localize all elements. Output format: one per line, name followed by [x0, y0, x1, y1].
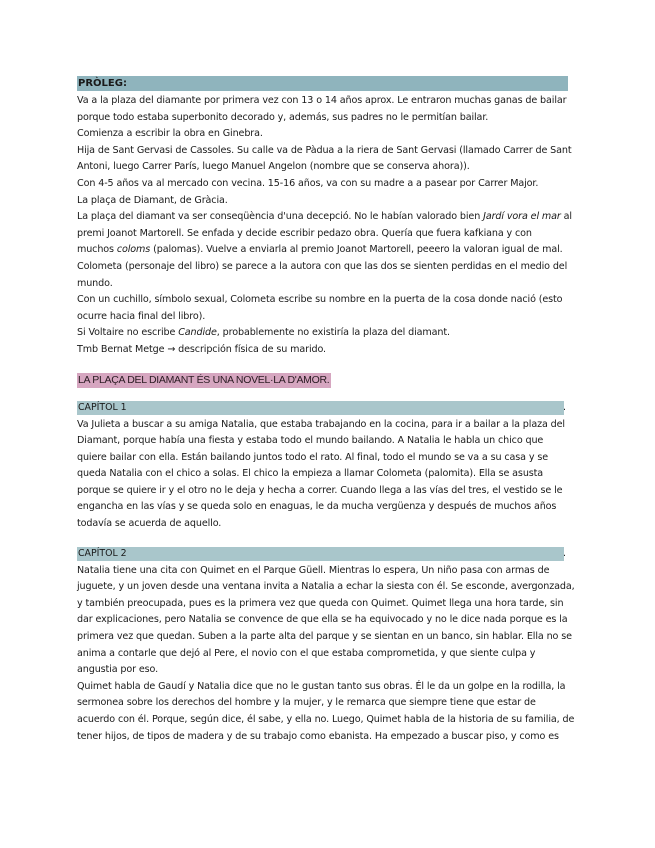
chapter-title: CAPÍTOL 2	[78, 547, 127, 559]
text-line	[77, 209, 577, 226]
document-content	[77, 76, 577, 745]
chapter-title: CAPÍTOL 1	[78, 401, 127, 413]
text-line: dar explicaciones, pero Natalia se convence de que ella se ha equivocado y no le dice nada porque es la	[77, 614, 568, 626]
text-line: mundo.	[77, 277, 113, 289]
book-title: Candide	[178, 327, 217, 339]
text-line: sermonea sobre los derechos del hombre y la mujer, y le remarca que siempre tiene que estar de	[77, 697, 536, 709]
text-line: juguete, y un joven desde una ventana invita a Natalia a echar la siesta con él. Se esconde, avergonzada,	[77, 581, 575, 593]
text-run: muchos	[77, 244, 117, 256]
text-line: La plaça de Diamant, de Gràcia.	[77, 194, 228, 206]
text-line: Va Julieta a buscar a su amiga Natalia, que estaba trabajando en la cocina, para ir a bailar a la plaza del	[77, 418, 565, 430]
text-line: ocurre hacia final del libro).	[77, 310, 206, 322]
text-line: Tmb Bernat Metge → descripción física de su marido.	[77, 343, 326, 355]
text-run: La plaça del diamant va ser conseqüència d'una decepció. No le habían valorado bien	[77, 211, 484, 223]
text-line: Con 4-5 años va al mercado con vecina. 15-16 años, va con su madre a a pasear por Carrer Major.	[77, 177, 539, 189]
text-line: quiere bailar con ella. Están bailando juntos todo el rato. Al final, todo el mundo se va a su casa y se	[77, 451, 548, 463]
text-line: queda Natalia con el chico a solas. El chico la empieza a llamar Colometa (palomita). Ella se asusta	[77, 468, 544, 480]
heading-dot: .	[563, 401, 566, 413]
chapter-1-heading	[77, 401, 564, 415]
text-line: Con un cuchillo, símbolo sexual, Colometa escribe su nombre en la puerta de la cosa donde nació (esto	[77, 294, 563, 306]
text-line: Natalia tiene una cita con Quimet en el Parque Güell. Mientras lo espera, Un niño pasa con armas de	[77, 564, 550, 576]
text-line: angustia por eso.	[77, 664, 159, 676]
proleg-heading: PRÒLEG:	[77, 76, 568, 91]
text-line: Va a la plaza del diamante por primera vez con 13 o 14 años aprox. Le entraron muchas ganas de bailar	[77, 95, 567, 106]
section-heading: LA PLAÇA DEL DIAMANT ÉS UNA NOVEL·LA D'AMOR.	[78, 373, 330, 386]
text-line: Hija de Sant Gervasi de Cassoles. Su calle va de Pàdua a la riera de Sant Gervasi (llamado Carrer de Sant	[77, 144, 572, 156]
text-line: primera vez que quedan. Suben a la parte alta del parque y se sientan en un banco, sin hablar. Ella no se	[77, 631, 572, 643]
text-line: porque se quiere ir y el otro no le deja y hecha a correr. Cuando llega a las vías del tres, el vestido se le	[77, 484, 563, 496]
text-run: , probablemente no existiría la plaza del diamant.	[216, 327, 450, 339]
text-line: Diamant, porque había una fiesta y estaba todo el mundo bailando. A Natalia le habla un chico que	[77, 435, 544, 447]
heading-dot: .	[563, 547, 566, 559]
text-line: todavía se acuerda de aquello.	[77, 518, 222, 530]
book-title: Jardí vora el mar	[483, 211, 561, 223]
text-line: Antoni, luego Carrer París, luego Manuel Angelon (nombre que se conserva ahora)).	[77, 161, 470, 173]
spacer	[77, 533, 577, 547]
text-line: Quimet habla de Gaudí y Natalia dice que no le gustan tanto sus obras. Él le da un golpe en la rodilla, la	[77, 680, 566, 692]
text-run: al	[560, 211, 572, 223]
text-line: acuerdo con él. Porque, según dice, él sabe, y ella no. Luego, Quimet habla de la historia de su familia, de	[77, 714, 575, 725]
text-line	[77, 242, 577, 259]
text-line: Colometa (personaje del libro) se parece a la autora con que las dos se sienten perdidas en el medio del	[77, 260, 568, 272]
text-run: (palomas). Vuelve a enviarla al premio Joanot Martorell, peeero la valoran igual de mal.	[150, 244, 563, 256]
text-line: Comienza a escribir la obra en Ginebra.	[77, 128, 263, 140]
text-line: premi Joanot Martorell. Se enfada y decide escribir pedazo obra. Quería que fuera kafkiana y con	[77, 227, 532, 239]
italic-word: coloms	[116, 244, 151, 256]
text-line: porque todo estaba superbonito decorado y, además, sus padres no le permitían bailar.	[77, 111, 489, 123]
text-line: tener hijos, de tipos de madera y de su trabajo como ebanista. Ha empezado a buscar piso, y como es	[77, 730, 559, 742]
text-line: engancha en las vías y se queda solo en enaguas, le da mucha vergüenza y después de muchos años	[77, 501, 557, 513]
text-line: y también preocupada, pues es la primera vez que queda con Quimet. Quimet llega una hora tarde, sin	[77, 597, 564, 609]
chapter-2-heading	[77, 547, 564, 561]
text-line	[77, 325, 577, 342]
text-run: Si Voltaire no escribe	[77, 327, 179, 339]
text-line: anima a contarle que dejó al Pere, el novio con el que estaba comprometida, y que siente culpa y	[77, 647, 536, 659]
